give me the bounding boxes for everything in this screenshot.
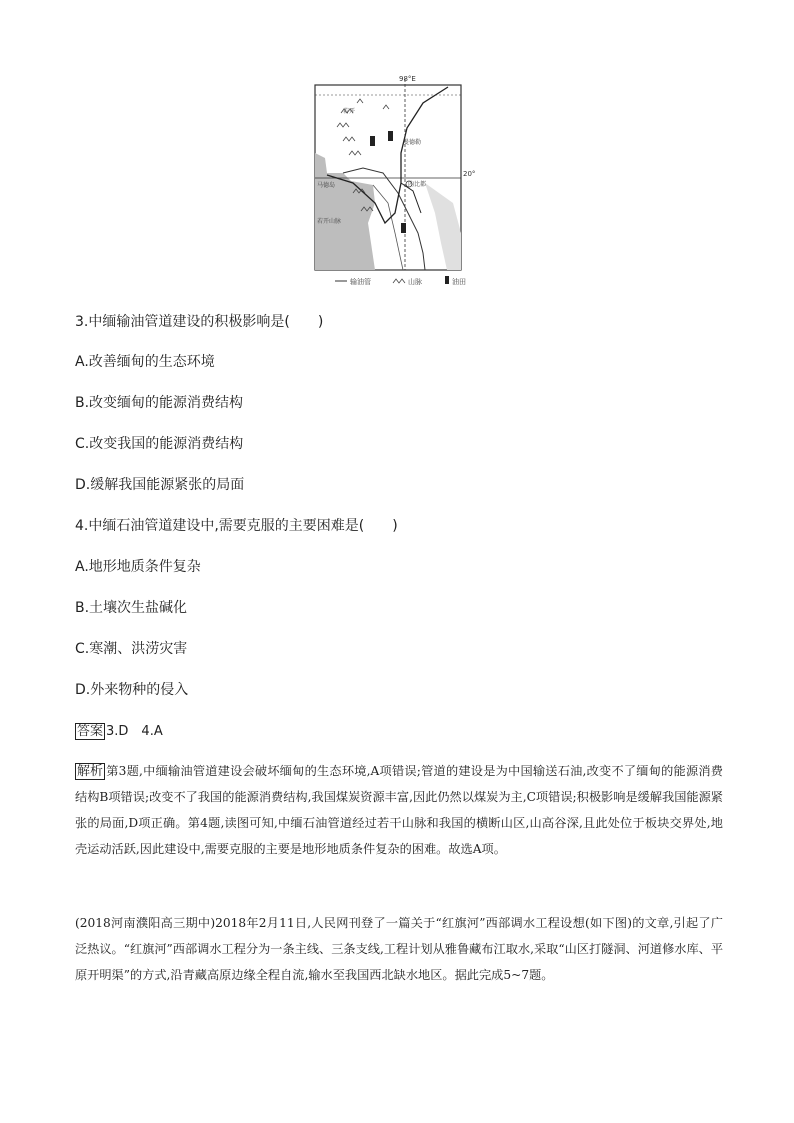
intro-paragraph: (2018河南濮阳高三期中)2018年2月11日,人民网刊登了一篇关于“红旗河”西部调水工程设想(如下图)的文章,引起了广泛热议。“红旗河”西部调水工程分为一条主线、三条支线,工程计划从雅鲁藏布江取水,采取“山区打隧洞、河道修水库、平原开明渠”的方式,沿青藏高原边缘全程自流,输水至我国西北缺水地区。据此完成5~7题。 <box>75 916 724 982</box>
analysis-text: 第3题,中缅输油管道建设会破坏缅甸的生态环境,A项错误;管道的建设是为中国输送石油,改变不了缅甸的能源消费结构B项错误;改变不了我国的能源消费结构,我国煤炭资源丰富,因此仍然以煤炭为主,C项错误;积极影响是缓解我国能源紧张的局面,D项正确。第4题,读图可知,中缅石油管道经过若干山脉和我国的横断山区,山高谷深,且此处位于板块交界处,地壳运动活跃,因此建设中,需要克服的主要是地形地质条件复杂的困难。故选A项。 <box>75 764 723 856</box>
option-a: A.地形地质条件复杂 <box>75 559 201 575</box>
answer-line <box>75 720 163 740</box>
place-label: 若开 <box>343 108 356 115</box>
question-4-stem: 4.中缅石油管道建设中,需要克服的主要困难是( ) <box>75 518 398 534</box>
legend-oilfield: 油田 <box>452 278 466 286</box>
option-c: C.寒潮、洪涝灾害 <box>75 641 188 657</box>
place-label: 内比都 <box>408 181 427 188</box>
analysis-tag: 解析 <box>77 764 104 779</box>
option-b: B.土壤次生盐碱化 <box>75 600 188 616</box>
analysis-paragraph <box>75 758 723 862</box>
legend-pipeline: 输油管 <box>350 278 371 286</box>
place-label: 若开山脉 <box>317 218 342 225</box>
option-c: C.改变我国的能源消费结构 <box>75 436 244 452</box>
pipeline-map <box>313 73 493 288</box>
place-label: 曼德勒 <box>403 139 422 146</box>
option-a: A.改善缅甸的生态环境 <box>75 354 215 370</box>
question-3-stem: 3.中缅输油管道建设的积极影响是( ) <box>75 314 324 330</box>
option-b: B.改变缅甸的能源消费结构 <box>75 395 244 411</box>
answer-tag: 答案 <box>77 724 104 739</box>
place-label: 马德岛 <box>317 182 336 189</box>
option-d: D.外来物种的侵入 <box>75 682 189 698</box>
meridian-label: 98°E <box>399 75 416 83</box>
parallel-label: 20° <box>463 170 476 178</box>
answer-text: 3.D 4.A <box>106 724 163 739</box>
option-d: D.缓解我国能源紧张的局面 <box>75 477 245 493</box>
map-legend <box>335 276 466 286</box>
legend-mountain: 山脉 <box>408 278 422 286</box>
